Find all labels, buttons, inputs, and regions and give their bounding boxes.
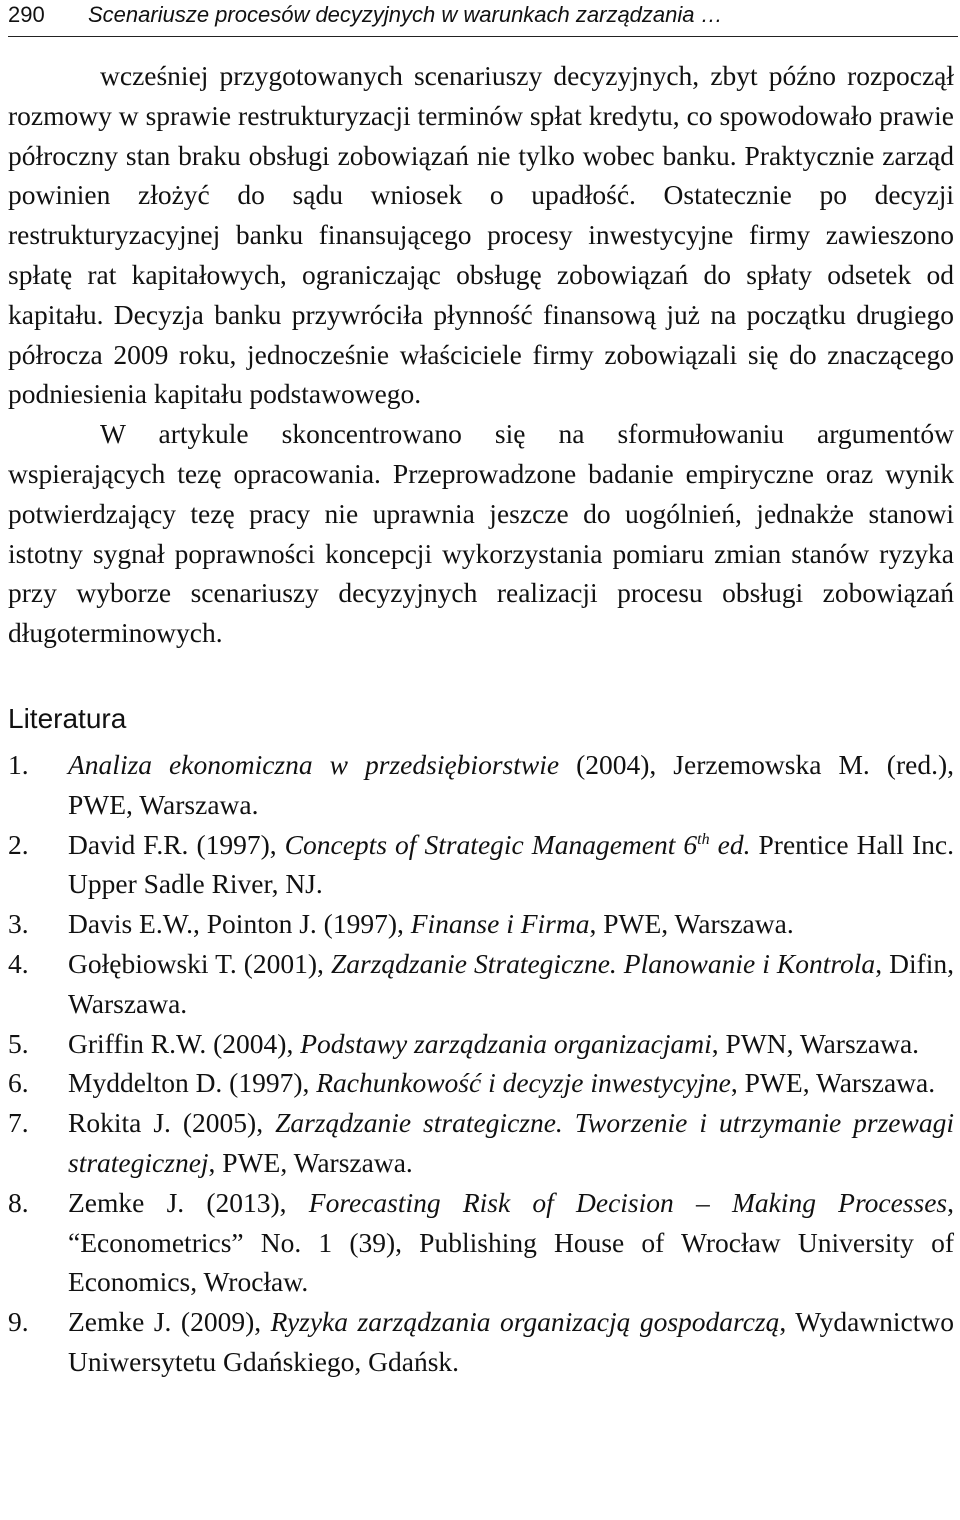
literature-heading: Literatura <box>8 702 127 734</box>
reference-title: Rachunkowość i decyzje inwestycyjne <box>316 1067 731 1099</box>
reference-item <box>8 1183 954 1302</box>
reference-number: 4. <box>8 947 29 979</box>
page-number: 290 <box>8 2 45 27</box>
reference-item <box>8 1024 954 1064</box>
reference-publisher: , Difin, Warszawa. <box>68 947 955 1019</box>
reference-number: 1. <box>8 748 29 780</box>
reference-item <box>8 944 954 1024</box>
reference-number: 2. <box>8 828 29 860</box>
reference-publisher: , PWE, Warszawa. <box>589 908 794 940</box>
reference-item <box>8 825 954 905</box>
body-paragraph: wcześniej przygotowanych scenariuszy decyzyjnych, zbyt późno rozpoczął rozmowy w sprawie restrukturyzacji terminów spłat kredytu, co spowodowało prawie półroczny stan braku obsługi zobowiązań nie tylko wobec banku. Praktycznie zarząd powinien złożyć do sądu wniosek o upadłość. Ostatecznie po decyzji restrukturyzacyjnej banku finansującego procesy inwestycyjne firmy zawieszono spłatę rat kapitałowych, ograniczając obsługę zobowiązań do spłaty odsetek od kapitału. Decyzja banku przywróciła płynność finansową już na początku drugiego półrocza 2009 roku, jednocześnie właściciele firmy zobowiązali się do znaczącego podniesienia kapitału podstawowego. <box>8 60 954 410</box>
reference-authors: Rokita J. (2005), <box>68 1107 276 1139</box>
reference-title: Finanse i Firma <box>410 908 590 940</box>
running-title: Scenariusze procesów decyzyjnych w warunkach zarządzania … <box>88 2 723 27</box>
reference-publisher: Prentice Hall Inc. Upper Sadle River, NJ. <box>68 828 954 900</box>
reference-number: 6. <box>8 1067 29 1099</box>
reference-item <box>8 904 954 944</box>
reference-title: Zarządzanie strategiczne. Tworzenie i utrzymanie przewagi strategicznej <box>68 1107 954 1178</box>
reference-authors: Davis E.W., Pointon J. (1997), <box>68 908 411 940</box>
reference-publisher: , PWE, Warszawa. <box>208 1146 413 1178</box>
reference-title: Analiza ekonomiczna w przedsiębiorstwie <box>68 748 560 780</box>
reference-authors: Gołębiowski T. (2001), <box>68 947 331 979</box>
reference-authors: Zemke J. (2013), <box>68 1186 309 1218</box>
reference-title: Concepts of Strategic Management 6 <box>284 828 698 860</box>
reference-publisher: , “Econometrics” No. 1 (39), Publishing House of Wrocław University of Economics, Wrocław. <box>68 1186 954 1298</box>
article-body <box>8 56 954 1382</box>
reference-authors: David F.R. (1997), <box>68 828 285 860</box>
reference-number: 9. <box>8 1306 29 1338</box>
reference-item <box>8 1063 954 1103</box>
running-header <box>8 0 958 37</box>
reference-number: 8. <box>8 1186 29 1218</box>
reference-title: Podstawy zarządzania organizacjami <box>300 1027 712 1059</box>
reference-list <box>8 745 954 1382</box>
reference-publisher: , Wydawnictwo Uniwersytetu Gdańskiego, Gdańsk. <box>68 1306 954 1377</box>
reference-publisher: (2004), Jerzemowska M. (red.), PWE, Warszawa. <box>68 748 954 820</box>
reference-title: Forecasting Risk of Decision – Making Processes <box>308 1186 948 1218</box>
reference-number: 7. <box>8 1107 29 1139</box>
reference-title-suffix: ed. <box>709 828 751 860</box>
body-paragraph: W artykule skoncentrowano się na sformułowaniu argumentów wspierających tezę opracowania. Przeprowadzone badanie empiryczne oraz wynik potwierdzający tezę pracy nie uprawnia jeszcze do uogólnień, jednakże stanowi istotny sygnał poprawności koncepcji wykorzystania pomiaru zmian stanów ryzyka przy wyborze scenariuszy decyzyjnych realizacji procesu obsługi zobowiązań długoterminowych. <box>8 418 954 649</box>
reference-authors: Zemke J. (2009), <box>68 1306 271 1338</box>
reference-item <box>8 745 954 825</box>
reference-authors: Griffin R.W. (2004), <box>68 1027 301 1059</box>
reference-authors: Myddelton D. (1997), <box>68 1067 317 1099</box>
reference-number: 5. <box>8 1027 29 1059</box>
reference-item <box>8 1103 954 1183</box>
reference-publisher: , PWE, Warszawa. <box>730 1067 936 1099</box>
reference-superscript: th <box>697 830 710 848</box>
reference-title: Ryzyka zarządzania organizacją gospodarczą <box>270 1306 780 1338</box>
reference-title: Zarządzanie Strategiczne. Planowanie i Kontrola <box>330 947 876 979</box>
reference-item <box>8 1302 954 1382</box>
reference-number: 3. <box>8 908 29 940</box>
reference-publisher: , PWN, Warszawa. <box>711 1027 920 1059</box>
